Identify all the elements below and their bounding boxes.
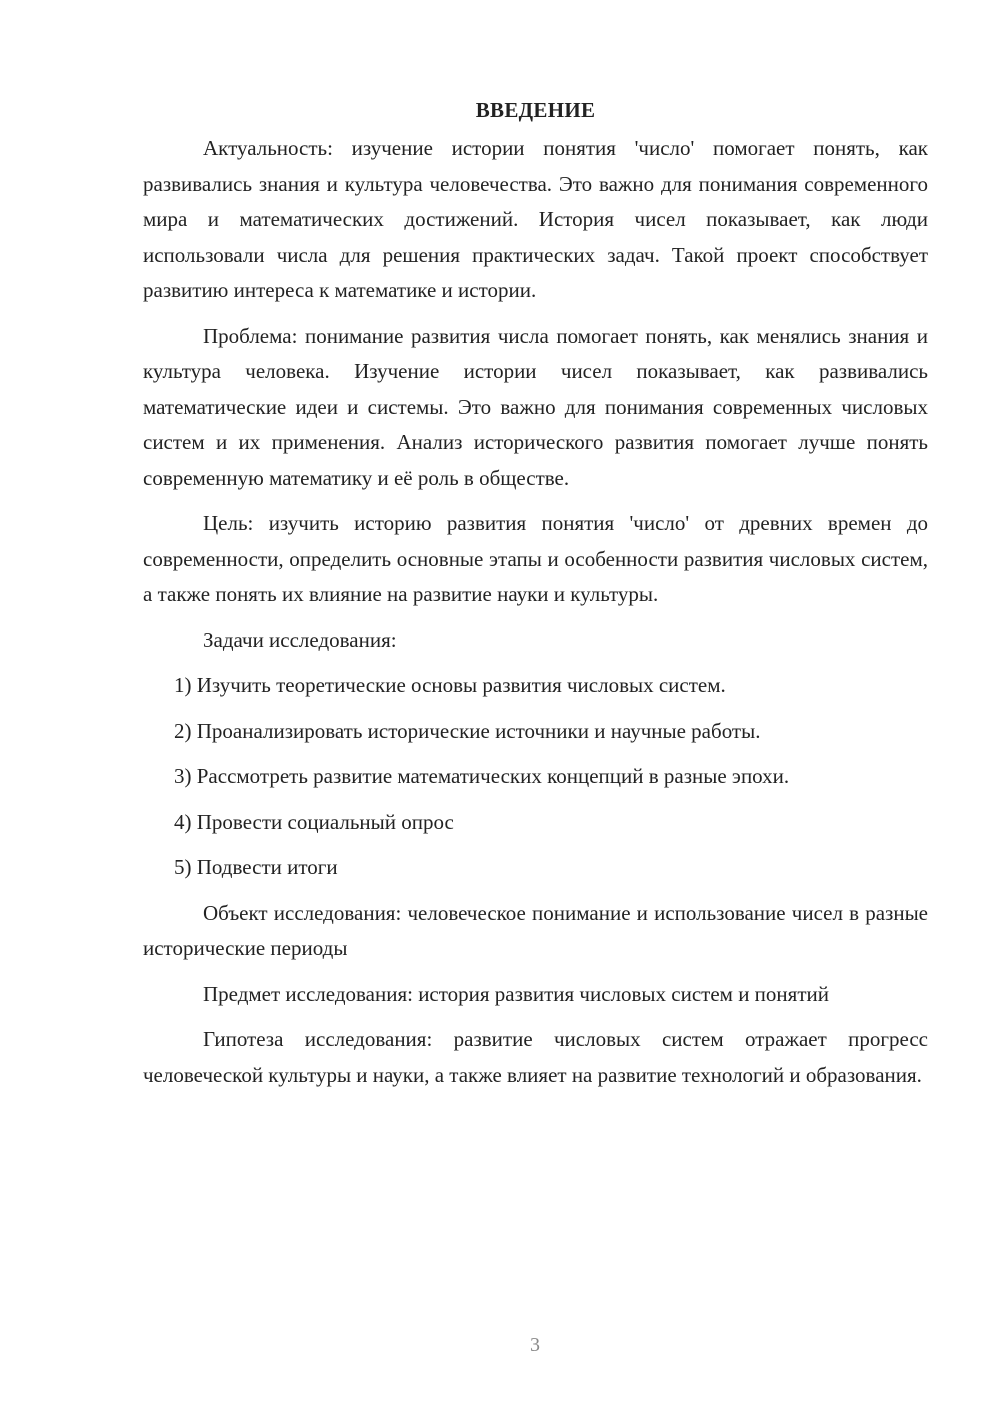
page-number: 3 [530,1334,540,1356]
tasks-heading: Задачи исследования: [203,627,397,652]
list-item: 2) Проанализировать исторические источники и научные работы. [174,718,761,743]
list-item: 1) Изучить теоретические основы развития числовых систем. [174,673,726,697]
paragraph-object: Объект исследования: человеческое понимание и использование чисел в разные исторические периоды [143,900,928,960]
paragraph-problem: Проблема: понимание развития числа помогает понять, как менялись знания и культура человека. Изучение истории чисел показывает, как развивались математические идеи и системы. Это важно для понимания современных числовых систем и их применения. Анализ исторического развития помогает лучше понять современную математику и её роль в обществе. [143,323,928,490]
paragraph-relevance: Актуальность: изучение истории понятия 'число' помогает понять, как развивались знания и культура человечества. Это важно для понимания современного мира и математических достижений. История чисел показывает, как люди использовали числа для решения практических задач. Такой проект способствует развитию интереса к математике и истории. [143,136,928,302]
paragraph-hypothesis: Гипотеза исследования: развитие числовых систем отражает прогресс человеческой культуры и науки, а также влияет на развитие технологий и образования. [143,1027,928,1087]
list-item: 5) Подвести итоги [174,855,338,879]
list-item: 4) Провести социальный опрос [174,809,454,834]
paragraph-subject: Предмет исследования: история развития числовых систем и понятий [203,981,829,1006]
page-title: ВВЕДЕНИЕ [475,98,596,122]
document-page [143,92,928,1103]
paragraph-goal: Цель: изучить историю развития понятия 'число' от древних времен до современности, определить основные этапы и особенности развития числовых систем, а также понять их влияние на развитие науки и культуры. [143,511,928,606]
list-item: 3) Рассмотреть развитие математических концепций в разные эпохи. [174,764,790,788]
tasks-list [143,668,928,886]
